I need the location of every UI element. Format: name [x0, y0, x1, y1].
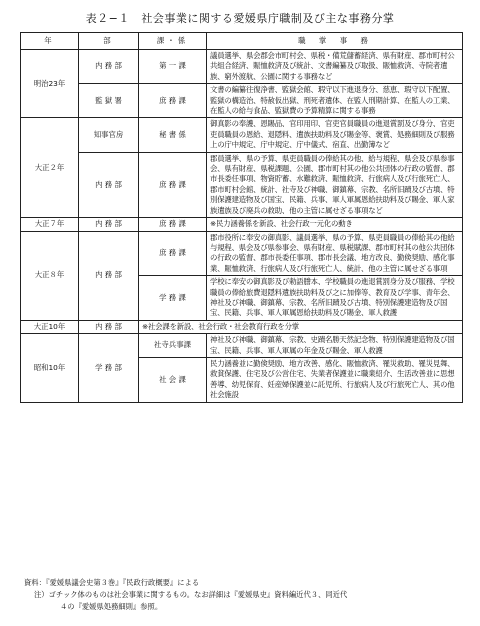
duties-cell: 御真影の奉護、恩賜品、官印用印、官吏官員職員の進退賞罰及び身分、官吏吏員職員の恩給、退隠料、遺族扶助料及び賜金等、褒賞、処務細則及び服務上の庁中規定、庁中規定、庁中儀式、宿直、出勤簿など [207, 118, 463, 152]
year-cell: 大正８年 [21, 231, 79, 320]
header-bu: 部 [79, 33, 139, 50]
bu-cell: 監 獄 署 [79, 84, 139, 118]
table-row [21, 118, 463, 152]
table-row [21, 50, 463, 84]
year-cell: 大正２年 [21, 118, 79, 218]
footnotes [20, 577, 470, 613]
year-cell: 大正７年 [21, 218, 79, 231]
table-row [21, 334, 463, 358]
bu-cell: 学 務 部 [79, 334, 139, 402]
table-row [21, 84, 463, 118]
table-row [21, 231, 463, 276]
note-line: 注）ゴチック体のものは社会事業に関するもの。なお詳細は『愛媛県史』資料編近代３、同近代 [34, 590, 348, 599]
bu-cell: 内 務 部 [79, 218, 139, 231]
table-row [21, 320, 463, 333]
header-duties: 職 掌 事 務 [207, 33, 463, 50]
note-line-continued: ４の『愛媛県処務細則』参照。 [60, 602, 163, 611]
header-row [21, 33, 463, 50]
header-year: 年 [21, 33, 79, 50]
duties-table [20, 32, 463, 403]
bu-cell: 内 務 部 [79, 231, 139, 320]
table-row [21, 218, 463, 231]
duties-cell: 民力涵養並に勤倹奨励、地方改善、感化、賑恤救済、罹災救助、罹災見舞、救貧保護、住宅及び公営住宅、失業者保護並に職業紹介、生活改善並に思想善導、幼児保育、妊産婦保護並に託児所、行旅病人及び行旅死亡人、其の他社会施設 [207, 357, 463, 402]
table-row [21, 152, 463, 217]
year-cell: 昭和10年 [21, 334, 79, 402]
duties-cell: 議員選挙、県会郡会市町村会、県税・備荒儲蓄経済、県有財産、郡市町村公共組合経済、賑恤救済及び統計、文書編纂及び取扱、賑恤救済、寺院者遺族、窮外渡航、公園に関する事務など [207, 50, 463, 84]
duties-cell: 郡市役所に奉安の御真影、議員選挙、県の予算、県吏員職員の俸給其の他給与規程、県会及び県参事会、県有財産、県税賦課、郡市町村其の他公共団体の行政の監督、郡市長委任事項、郡市長会議、地方改良、勤倹奨励、感化事業、賑恤救済、行旅病人及び行旅死亡人、統計、他の主管に属せざる事項 [207, 231, 463, 276]
ka-cell: 社寺兵事課 [139, 334, 207, 358]
header-ka: 課・係 [139, 33, 207, 50]
ka-cell: 庶 務 課 [139, 231, 207, 276]
ka-cell: 学 務 課 [139, 276, 207, 321]
ka-cell: 社 会 課 [139, 357, 207, 402]
ka-cell: 秘 書 係 [139, 118, 207, 152]
bu-cell: 内 務 部 [79, 320, 139, 333]
bu-cell: 知事官房 [79, 118, 139, 152]
duties-cell: ※民力涵養係を新設、社会行政一元化の動き [207, 218, 463, 231]
duties-cell: ※社会課を新設、社会行政・社会教育行政を分掌 [139, 320, 463, 333]
source-note: 資料：『愛媛県議会史第３巻』『民政行政概要』による [24, 578, 200, 587]
ka-cell: 庶 務 課 [139, 218, 207, 231]
bu-cell: 内 務 部 [79, 152, 139, 217]
duties-cell: 神社及び神職、御鎮幕、宗教、史蹟名勝天然記念物、特別保護建造物及び国宝、民籍、兵事、軍人軍属の年金及び賜金、軍人救護 [207, 334, 463, 358]
ka-cell: 庶 務 課 [139, 84, 207, 118]
ka-cell: 第 一 課 [139, 50, 207, 84]
bu-cell: 内 務 部 [79, 50, 139, 84]
duties-cell: 学校に奉安の御真影及び勅語謄本、学校職員の進退賞罰身分及び服務、学校職員の俸給旅費退隠料遺族扶助料及び之に加俸等、教育及び学事、青年会、神社及び神職、御鎮幕、宗教、名所旧蹟及び古墳、特別保護建造物及び国宝、民籍、兵事、軍人軍属恩給扶助料及び賜金、軍人救護 [207, 276, 463, 321]
ka-cell: 庶 務 課 [139, 152, 207, 217]
year-cell: 大正10年 [21, 320, 79, 333]
page-title: 表２−１ 社会事業に関する愛媛県庁職制及び主な事務分掌 [85, 12, 395, 25]
year-cell: 明治23年 [21, 50, 79, 118]
duties-cell: 文書の編纂往復浄書、監獄会館、瑕守以下進退身分、慈恵、瑕守以下配置、監獄の構造治、特赦仮出獄、刑死者遺体、在監人刑期計算、在監人の工業、在監人の給与食品、監獄費の予算精算に関する事務 [207, 84, 463, 118]
duties-cell: 郡員選挙、県の予算、県吏員職員の俸給其の他、給与規程、県会及び県参事会、県有財産、県税課題、公園、郡市町村其の他公共団体の行政の監督、郡市長委任事項、物資貯蓄、水難救済、賑恤救済、行旅病人及び行旅死亡人、郡市町村会館、統計、社寺及び神職、御鎮幕、宗教、名所旧蹟及び古墳、特別保護建造物及び国宝、民籍、兵事、軍人軍属恩給扶助料及び賜金、軍人家族遺族及び廃兵の救助、他の主管に属せざる事項など [207, 152, 463, 217]
